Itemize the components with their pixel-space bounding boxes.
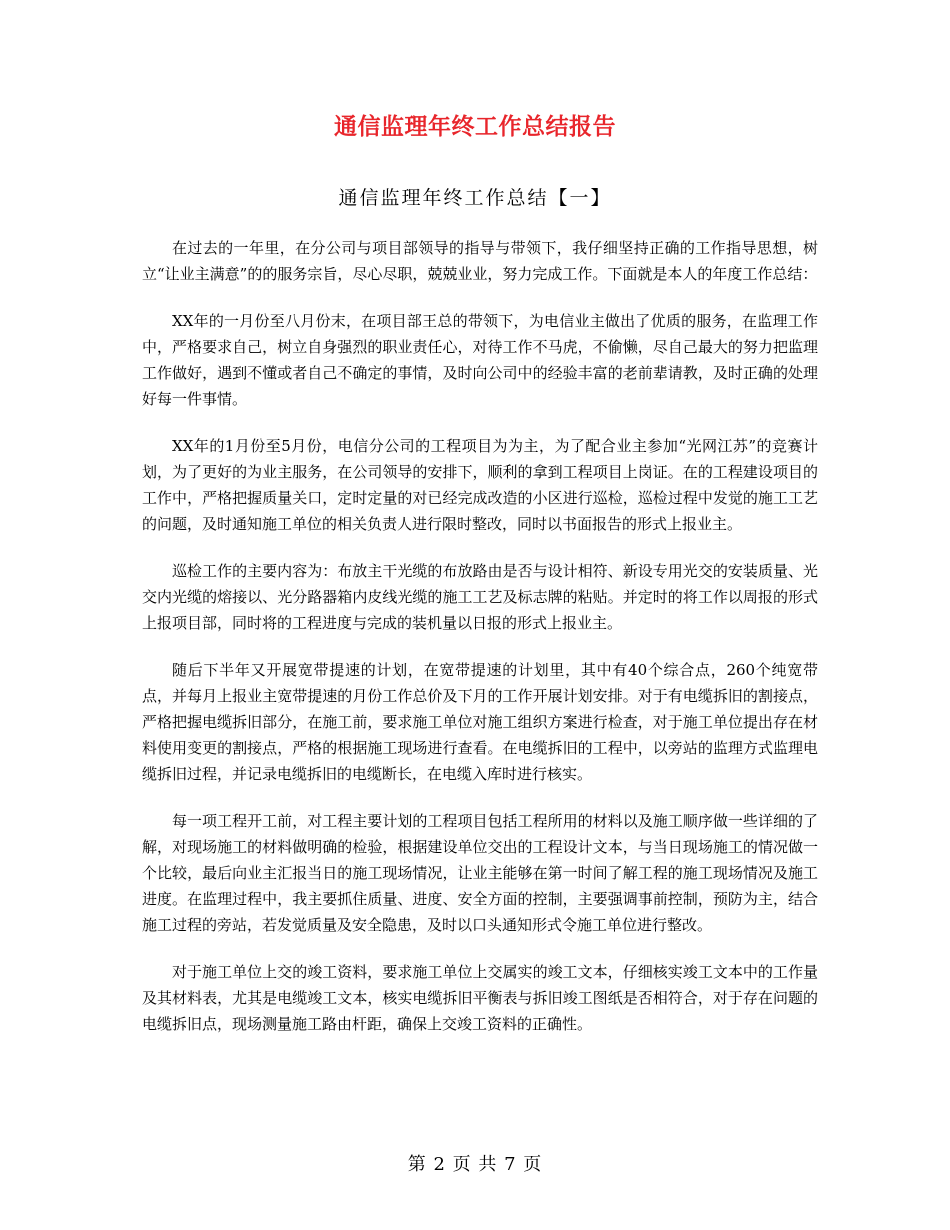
paragraph: XX年的1月份至5月份，电信分公司的工程项目为为主，为了配合业主参加“光网江苏”的竞赛计划，为了更好的为业主服务，在公司领导的安排下，顺利的拿到工程项目上岗证。在的工程建设项目的工作中，严格把握质量关口，定时定量的对已经完成改造的小区进行巡检，巡检过程中发觉的施工工艺的问题，及时通知施工单位的相关负责人进行限时整改，同时以书面报告的形式上报业主。 <box>142 437 818 533</box>
document-body <box>142 235 818 1058</box>
paragraph: 每一项工程开工前，对工程主要计划的工程项目包括工程所用的材料以及施工顺序做一些详细的了解，对现场施工的材料做明确的检验，根据建设单位交出的工程设计文本，与当日现场施工的情况做一个比较，最后向业主汇报当日的施工现场情况，让业主能够在第一时间了解工程的施工现场情况及施工进度。在监理过程中，我主要抓住质量、进度、安全方面的控制，主要强调事前控制，预防为主，结合施工过程的旁站，若发觉质量及安全隐患，及时以口头通知形式令施工单位进行整改。 <box>142 812 818 934</box>
paragraph: XX年的一月份至八月份末，在项目部王总的带领下，为电信业主做出了优质的服务，在监理工作中，严格要求自己，树立自身强烈的职业责任心，对待工作不马虎，不偷懒，尽自己最大的努力把监理工作做好，遇到不懂或者自己不确定的事情，及时向公司中的经验丰富的老前辈请教，及时正确的处理好每一件事情。 <box>142 312 818 408</box>
paragraph: 巡检工作的主要内容为：布放主干光缆的布放路由是否与设计相符、新设专用光交的安装质量、光交内光缆的熔接以、光分路器箱内皮线光缆的施工工艺及标志牌的粘贴。并定时的将工作以周报的形式上报项目部，同时将的工程进度与完成的装机量以日报的形式上报业主。 <box>142 562 818 632</box>
paragraph: 在过去的一年里，在分公司与项目部领导的指导与带领下，我仔细坚持正确的工作指导思想，树立“让业主满意”的的服务宗旨，尽心尽职，兢兢业业，努力完成工作。下面就是本人的年度工作总结： <box>142 239 818 283</box>
page-number-footer: 第 2 页 共 7 页 <box>407 1154 543 1175</box>
section-title: 通信监理年终工作总结【一】 <box>338 187 612 209</box>
document-title: 通信监理年终工作总结报告 <box>334 114 616 140</box>
paragraph: 随后下半年又开展宽带提速的计划，在宽带提速的计划里，其中有40个综合点，260个纯宽带点，并每月上报业主宽带提速的月份工作总价及下月的工作开展计划安排。对于有电缆拆旧的割接点，严格把握电缆拆旧部分，在施工前，要求施工单位对施工组织方案进行检查，对于施工单位提出存在材料使用变更的割接点，严格的根据施工现场进行查看。在电缆拆旧的工程中，以旁站的监理方式监理电缆拆旧过程，并记录电缆拆旧的电缆断长，在电缆入库时进行核实。 <box>142 661 818 783</box>
paragraph: 对于施工单位上交的竣工资料，要求施工单位上交属实的竣工文本，仔细核实竣工文本中的工作量及其材料表，尤其是电缆竣工文本，核实电缆拆旧平衡表与拆旧竣工图纸是否相符合，对于存在问题的电缆拆旧点，现场测量施工路由杆距，确保上交竣工资料的正确性。 <box>142 963 818 1033</box>
